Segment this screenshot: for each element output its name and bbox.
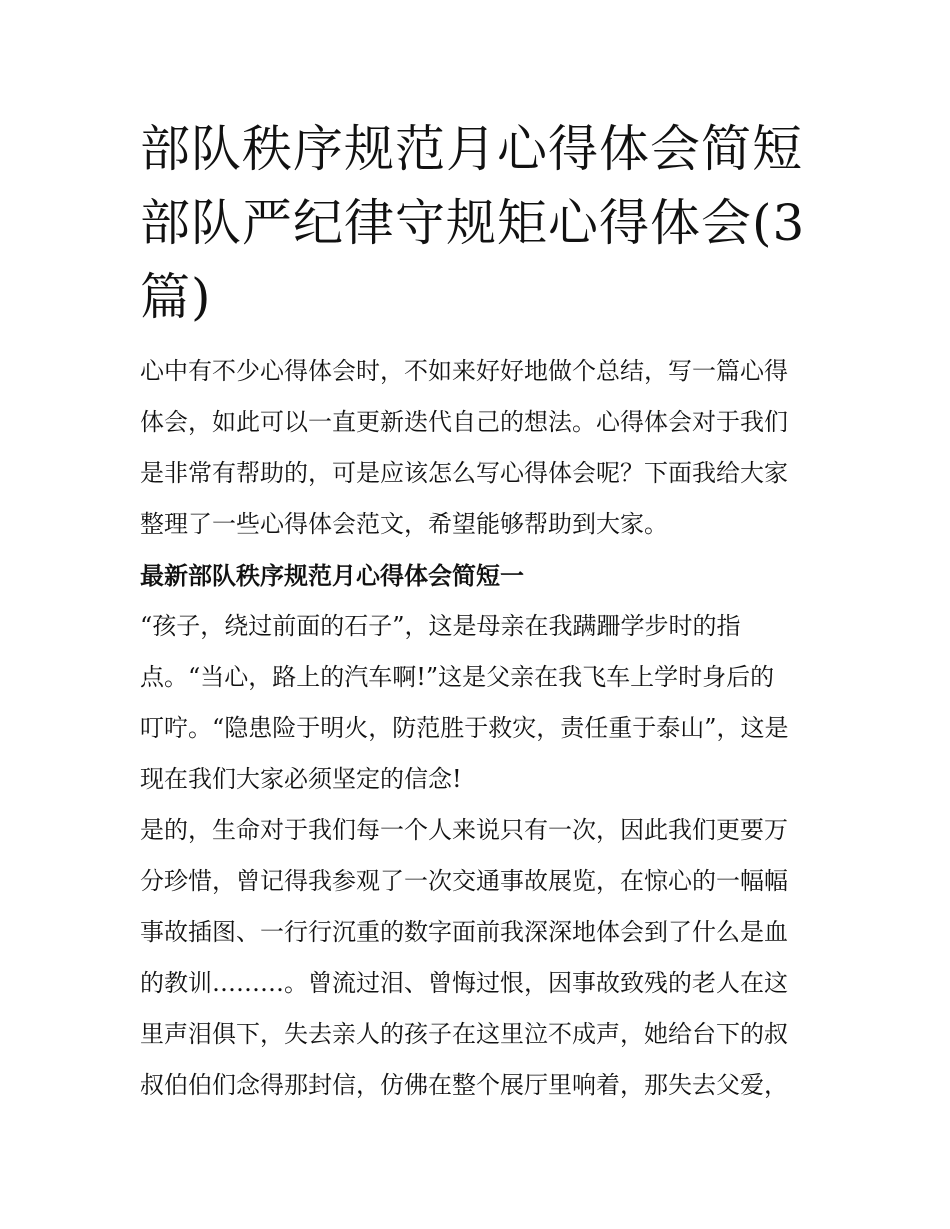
text-line: 整理了一些心得体会范文，希望能够帮助到大家。 bbox=[140, 510, 668, 538]
text-line: 分珍惜，曾记得我参观了一次交通事故展览，在惊心的一幅幅 bbox=[140, 867, 788, 895]
text-line: 体会，如此可以一直更新迭代自己的想法。心得体会对于我们 bbox=[140, 408, 788, 436]
text-line: 现在我们大家必须坚定的信念! bbox=[140, 765, 462, 793]
text-line: 心中有不少心得体会时，不如来好好地做个总结，写一篇心得 bbox=[140, 357, 788, 385]
section-heading: 最新部队秩序规范月心得体会简短一 bbox=[140, 561, 524, 590]
document-page bbox=[140, 112, 820, 1111]
text-line: 点。“当心，路上的汽车啊!”这是父亲在我飞车上学时身后的 bbox=[140, 663, 775, 691]
body-paragraph-2 bbox=[140, 805, 820, 1111]
body-paragraph-1 bbox=[140, 601, 820, 805]
title-line: 篇) bbox=[140, 268, 212, 326]
text-line: 叔伯伯们念得那封信，仿佛在整个展厅里响着，那失去父爱， bbox=[140, 1071, 788, 1099]
text-line: 的教训………。曾流过泪、曾悔过恨，因事故致残的老人在这 bbox=[140, 969, 788, 997]
text-line: 里声泪俱下，失去亲人的孩子在这里泣不成声，她给台下的叔 bbox=[140, 1020, 788, 1048]
text-line: 事故插图、一行行沉重的数字面前我深深地体会到了什么是血 bbox=[140, 918, 788, 946]
text-line: 是非常有帮助的，可是应该怎么写心得体会呢？下面我给大家 bbox=[140, 459, 788, 487]
title-line: 部队严纪律守规矩心得体会(3 bbox=[140, 194, 806, 252]
document-title bbox=[140, 112, 820, 334]
text-line: 叮咛。“隐患险于明火，防范胜于救灾，责任重于泰山”，这是 bbox=[140, 714, 789, 742]
text-line: “孩子，绕过前面的石子”，这是母亲在我蹒跚学步时的指 bbox=[140, 612, 741, 640]
intro-paragraph bbox=[140, 346, 820, 550]
text-line: 是的，生命对于我们每一个人来说只有一次，因此我们更要万 bbox=[140, 816, 788, 844]
title-line: 部队秩序规范月心得体会简短 bbox=[140, 120, 803, 178]
